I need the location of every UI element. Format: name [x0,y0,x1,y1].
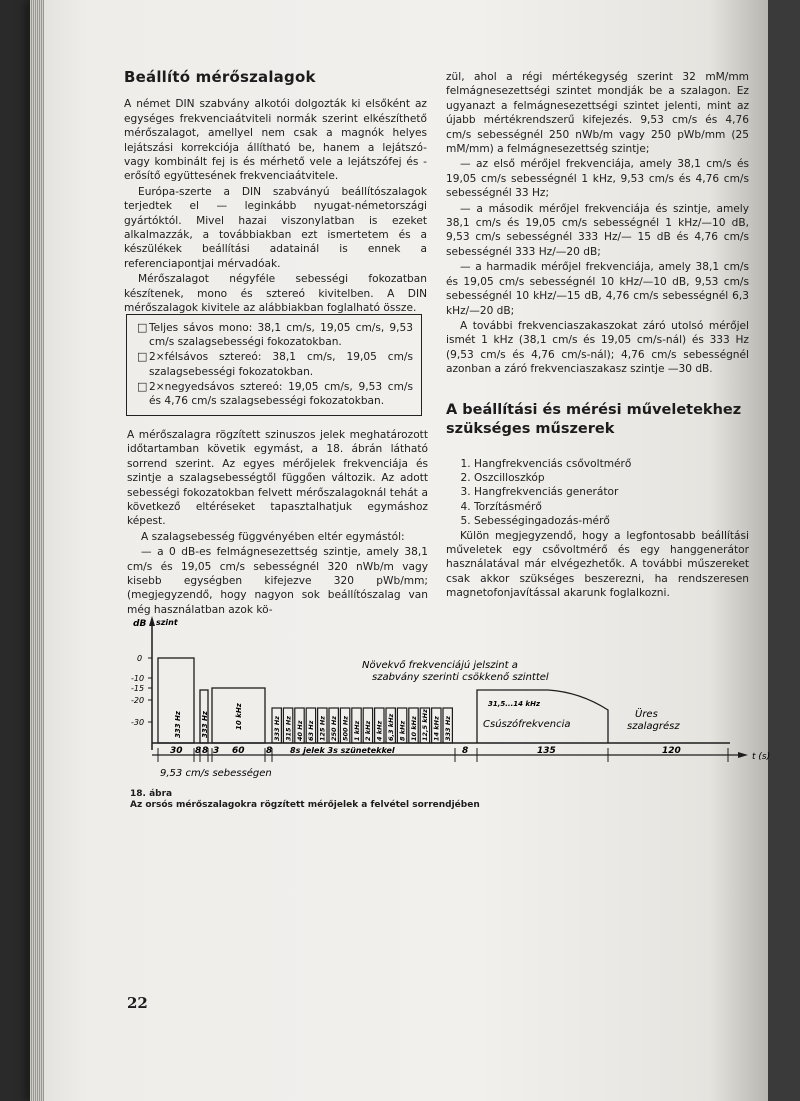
sweep-signal-label: 500 Hz [341,715,350,741]
paragraph: A német DIN szabvány alkotói dolgozták ki elsőként az egységes frekvenciaátviteli normák szerint elkészíthető mérőszalagot, amellyel nem csak a magnók helyes lejátszási korrekciója állítható be, hanem a lejátszó- vagy kombinált fej is és mérhető vele a lejátszófej és -erősítő együttesének frekvenciaátvitele. [124,98,427,183]
sweep-signal-label: 333 Hz [444,715,452,741]
list-item: 4. Torzításmérő [474,500,749,514]
sweep-signal-label: 250 Hz [330,715,338,741]
annotation-line1: Növekvő frekvenciájú jelszint a [362,660,518,671]
paragraph: — a második mérőjel frekvenciája és szintje, amely 38,1 cm/s és 19,05 cm/s sebességnél 1 kHz/—10 dB, 9,53 cm/s sebességnél 333 Hz/— 15 dB és 4,76 cm/s sebességnél 333 Hz/—20 dB; [446,202,749,258]
paragraph: Külön megjegyzendő, hogy a legfontosabb beállítási műveletek egy csővoltmérő és egy hanggenerátor használatával már elvégezhetők. A további műszereket csak akkor szükséges beszerezni, ha rendszeresen magnetofonjavítással akarunk foglalkozni. [446,529,749,600]
section-title: Beállító mérőszalagok [124,68,316,86]
instrument-list [460,457,749,529]
checkbox-icon: □ [137,379,148,393]
signal-label: 333 Hz [201,711,209,738]
paragraph: Mérőszalagot négyféle sebességi fokozatban készítenek, mono és sztereó kivitelben. A DIN mérőszalagok kivitele az alábbiakban foglalható össze. [124,273,427,315]
paragraph: A további frekvenciaszakaszokat záró utolsó mérőjel ismét 1 kHz (38,1 cm/s és 19,05 cm/s-nál) és 333 Hz (9,53 cm/s és 4,76 cm/s-nál); 4,76 cm/s sebességnél azonban a záró frekvenciaszakasz szintje —30 dB. [446,319,749,376]
section-heading: A beállítási és mérési műveletekhez szükséges műszerek [446,401,742,437]
paragraph: A szalagsebesség függvényében eltér egymástól: [141,530,405,543]
sweep-signal-label: 14 kHz [432,716,441,741]
duration: 135 [537,746,556,756]
duration: 30 [170,746,183,756]
y-axis-arrow [149,616,155,626]
list-item: 5. Sebességingadozás-mérő [474,514,749,528]
list-item: 2. Oszcilloszkóp [474,471,749,485]
sliding-frequency-block [477,690,608,743]
checkbox-icon: □ [137,321,148,334]
left-column-top [124,70,427,317]
paragraph: — a harmadik mérőjel frekvenciája, amely 38,1 cm/s és 19,05 cm/s sebességnél 10 kHz/—10 dB, 9,53 cm/s sebességnél 10 kHz/—15 dB, 4,76 cm/s sebességnél 6,3 kHz/—20 dB; [446,261,749,317]
duration: 60 [232,746,245,756]
time-axis-arrow [738,752,748,758]
y-tick-10: -10 [131,674,145,683]
sweep-blocks [272,708,452,743]
figure-caption: Az orsós mérőszalagokra rögzített mérőjelek a felvétel sorrendjében [130,800,480,810]
paragraph: zül, ahol a régi mértékegység szerint 32 mM/mm felmágnesezettségi szintet mondják be a szalagon. Ez ugyanazt a felmágnesezettségi szintet jelenti, mint az újabb mértékrendszerű kifejezés. 9,53 cm/s és 4,76 cm/s sebességnél 250 nWb/m vagy 250 pWb/mm (25 mM/mm) a felmágnesezettség szintje; [446,71,749,156]
paragraph: Európa-szerte a DIN szabványú beállítószalagok terjedtek el — leginkább nyugat-németországi gyártóktól. Mivel hazai viszonylatban is ezeket alkalmazzák, a továbbiakban ezt ismertetem és a készülékek beállítási adatainál is ennek a referenciapontjai mérvadóak. [124,185,427,270]
sweep-signal-label: 10 kHz [409,716,418,741]
y-ticks [131,654,152,727]
list-item: 3. Hangfrekvenciás generátor [474,485,749,499]
sweep-signal-label: 40 Hz [295,720,304,741]
list-item: 1. Hangfrekvenciás csővoltmérő [474,457,749,471]
sweep-signal-label: 8 kHz [398,720,407,741]
sliding-range: 31,5...14 kHz [488,700,541,708]
figure-18-diagram [0,610,800,790]
duration: 8 [202,746,209,756]
sweep-signal-label: 315 Hz [284,715,293,741]
sweep-signal-label: 125 Hz [318,715,327,741]
paragraph: A mérőszalagra rögzített szinuszos jelek meghatározott időtartamban követik egymást, a 18. ábrán látható sorrend szerint. Az egyes mérőjelek frekvenciája és szintje a szalagsebességtől függően változik. Az adott sebességi fokozatokban felvett mérőszalagoknál tehát a következő eltéréseket tapasztalhatjuk egymáshoz képest. [127,429,428,528]
sweep-signal-label: 63 Hz [307,720,316,741]
y-tick-20: -20 [131,696,145,705]
duration: 3 [213,746,220,756]
paragraph: — az első mérőjel frekvenciája, amely 38,1 cm/s és 19,05 cm/s sebességnél 1 kHz, 9,53 cm/s és 4,76 cm/s sebességnél 33 Hz; [446,158,749,200]
signal-label: 10 kHz [235,703,243,730]
tape-types-box [126,314,422,416]
y-tick-30: -30 [131,718,145,727]
left-column-bottom [127,428,428,618]
y-axis-label: dB [133,619,147,629]
speed-label: 9,53 cm/s sebességen [160,768,272,779]
y-axis-sublabel: szint [156,618,178,627]
duration: 8 [266,746,273,756]
page-number: 22 [127,994,148,1012]
sweep-signal-label: 4 kHz [375,720,384,741]
duration: 120 [662,746,681,756]
y-tick-0: 0 [137,654,143,663]
sweep-signal-label: 1 kHz [352,720,361,741]
figure-number: 18. ábra [130,789,173,799]
signal-label: 333 Hz [174,711,182,738]
duration: 8 [195,746,202,756]
time-axis-label: t (s) [752,752,771,762]
sweep-signal-label: 6,3 kHz [387,713,395,741]
empty-label-1: Üres [635,709,658,720]
annotation-line2: szabvány szerinti csökkenő szinttel [372,672,549,683]
box-item: □ Teljes sávos mono: 38,1 cm/s, 19,05 cm/s, 9,53 cm/s szalagsebességi fokozatokban. [137,321,413,349]
sweep-signal-label: 12,5 kHz [421,709,430,741]
paragraph: — a 0 dB-es felmágnesezettség szintje, amely 38,1 cm/s és 19,05 cm/s sebességnél 320 nWb/m vagy kisebb egységben kifejezve 320 pWb/mm; (megjegyzendő, hogy nagyon sok beállítószalag van még használatban azok kö- [127,546,428,616]
duration: 8 [462,746,469,756]
right-column [446,70,749,602]
duration: 8s jelek 3s szünetekkel [290,746,395,755]
box-item: □ 2×negyedsávos sztereó: 19,05 cm/s, 9,53 cm/s és 4,76 cm/s szalagsebességi fokozatokban. [137,379,413,408]
box-item: □ 2×félsávos sztereó: 38,1 cm/s, 19,05 cm/s szalagsebességi fokozatokban. [137,350,413,378]
checkbox-icon: □ [137,350,148,364]
sliding-label: Csúszófrekvencia [483,719,571,730]
empty-label-2: szalagrész [627,721,680,732]
sweep-signal-label: 2 kHz [364,720,373,741]
sweep-signal-label: 333 Hz [273,715,281,741]
y-tick-15: -15 [131,684,145,693]
